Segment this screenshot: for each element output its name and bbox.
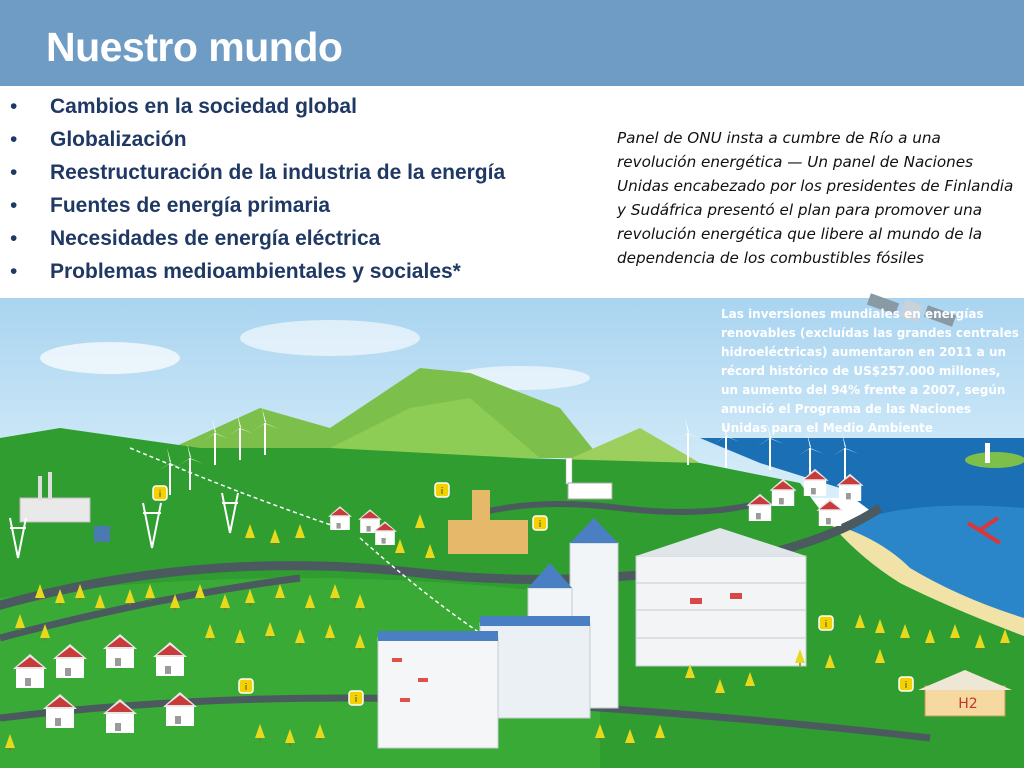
- bullet-text: Fuentes de energía primaria: [50, 194, 331, 217]
- window-detail: [400, 698, 410, 702]
- lighthouse: [566, 458, 572, 484]
- bullet-dot: •: [10, 161, 18, 184]
- bullet-dot: •: [10, 194, 18, 217]
- car: [730, 593, 742, 599]
- hydrogen-label: H2: [958, 696, 978, 712]
- slide-title: Nuestro mundo: [46, 24, 343, 70]
- info-sign: [153, 486, 167, 500]
- investment-note: Las inversiones mundiales en energías renovables (excluídas las grandes centrales hidroeléctricas) aumentaron en 2011 a un récord histórico de US$257.000 millones, un aumento del 94% frente a 2007, según anunció el Programa de las Naciones Unidas para el Medio Ambiente: [721, 307, 1019, 435]
- solar-roof: [378, 631, 498, 641]
- bullet-item: [10, 222, 505, 255]
- car: [690, 598, 702, 604]
- info-sign: [899, 677, 913, 691]
- bullet-dot: •: [10, 227, 18, 250]
- window-detail: [418, 678, 428, 682]
- news-quote: Panel de ONU insta a cumbre de Río a una revolución energética — Un panel de Naciones Unidas encabezado por los presidentes de Finlandia y Sudáfrica presentó el plan para promover una revolución energética que libere al mundo de la dependencia de los combustibles fósiles: [617, 129, 1014, 267]
- transformer: [94, 526, 110, 542]
- factory-tower: [472, 490, 490, 522]
- station-building: [568, 483, 612, 499]
- info-sign: [533, 516, 547, 530]
- chimney: [48, 472, 52, 500]
- house: [816, 499, 843, 526]
- bullet-text: Necesidades de energía eléctrica: [50, 227, 381, 250]
- island: [965, 452, 1024, 468]
- cloud: [240, 320, 420, 356]
- bullet-item: [10, 255, 505, 288]
- building: [378, 638, 498, 748]
- bullet-item: [10, 123, 505, 156]
- cloud: [40, 342, 180, 374]
- info-sign: [435, 483, 449, 497]
- factory: [448, 520, 528, 554]
- info-sign: [239, 679, 253, 693]
- bullet-dot: •: [10, 128, 18, 151]
- bullet-item: [10, 189, 505, 222]
- bullet-text: Globalización: [50, 128, 187, 151]
- bullet-item: [10, 156, 505, 189]
- bullet-dot: •: [10, 260, 18, 283]
- bullet-list: [10, 90, 505, 288]
- bullet-dot: •: [10, 95, 18, 118]
- bullet-item: [10, 90, 505, 123]
- bullet-text: Reestructuración de la industria de la energía: [50, 161, 506, 184]
- bullet-text: Cambios en la sociedad global: [50, 95, 357, 118]
- info-sign: [349, 691, 363, 705]
- parking-garage: [636, 556, 806, 666]
- power-plant: [20, 498, 90, 522]
- chimney: [38, 476, 42, 500]
- lighthouse: [985, 443, 990, 463]
- solar-roof: [480, 616, 590, 626]
- info-sign: [819, 616, 833, 630]
- window-detail: [392, 658, 402, 662]
- bullet-text: Problemas medioambientales y sociales*: [50, 260, 461, 283]
